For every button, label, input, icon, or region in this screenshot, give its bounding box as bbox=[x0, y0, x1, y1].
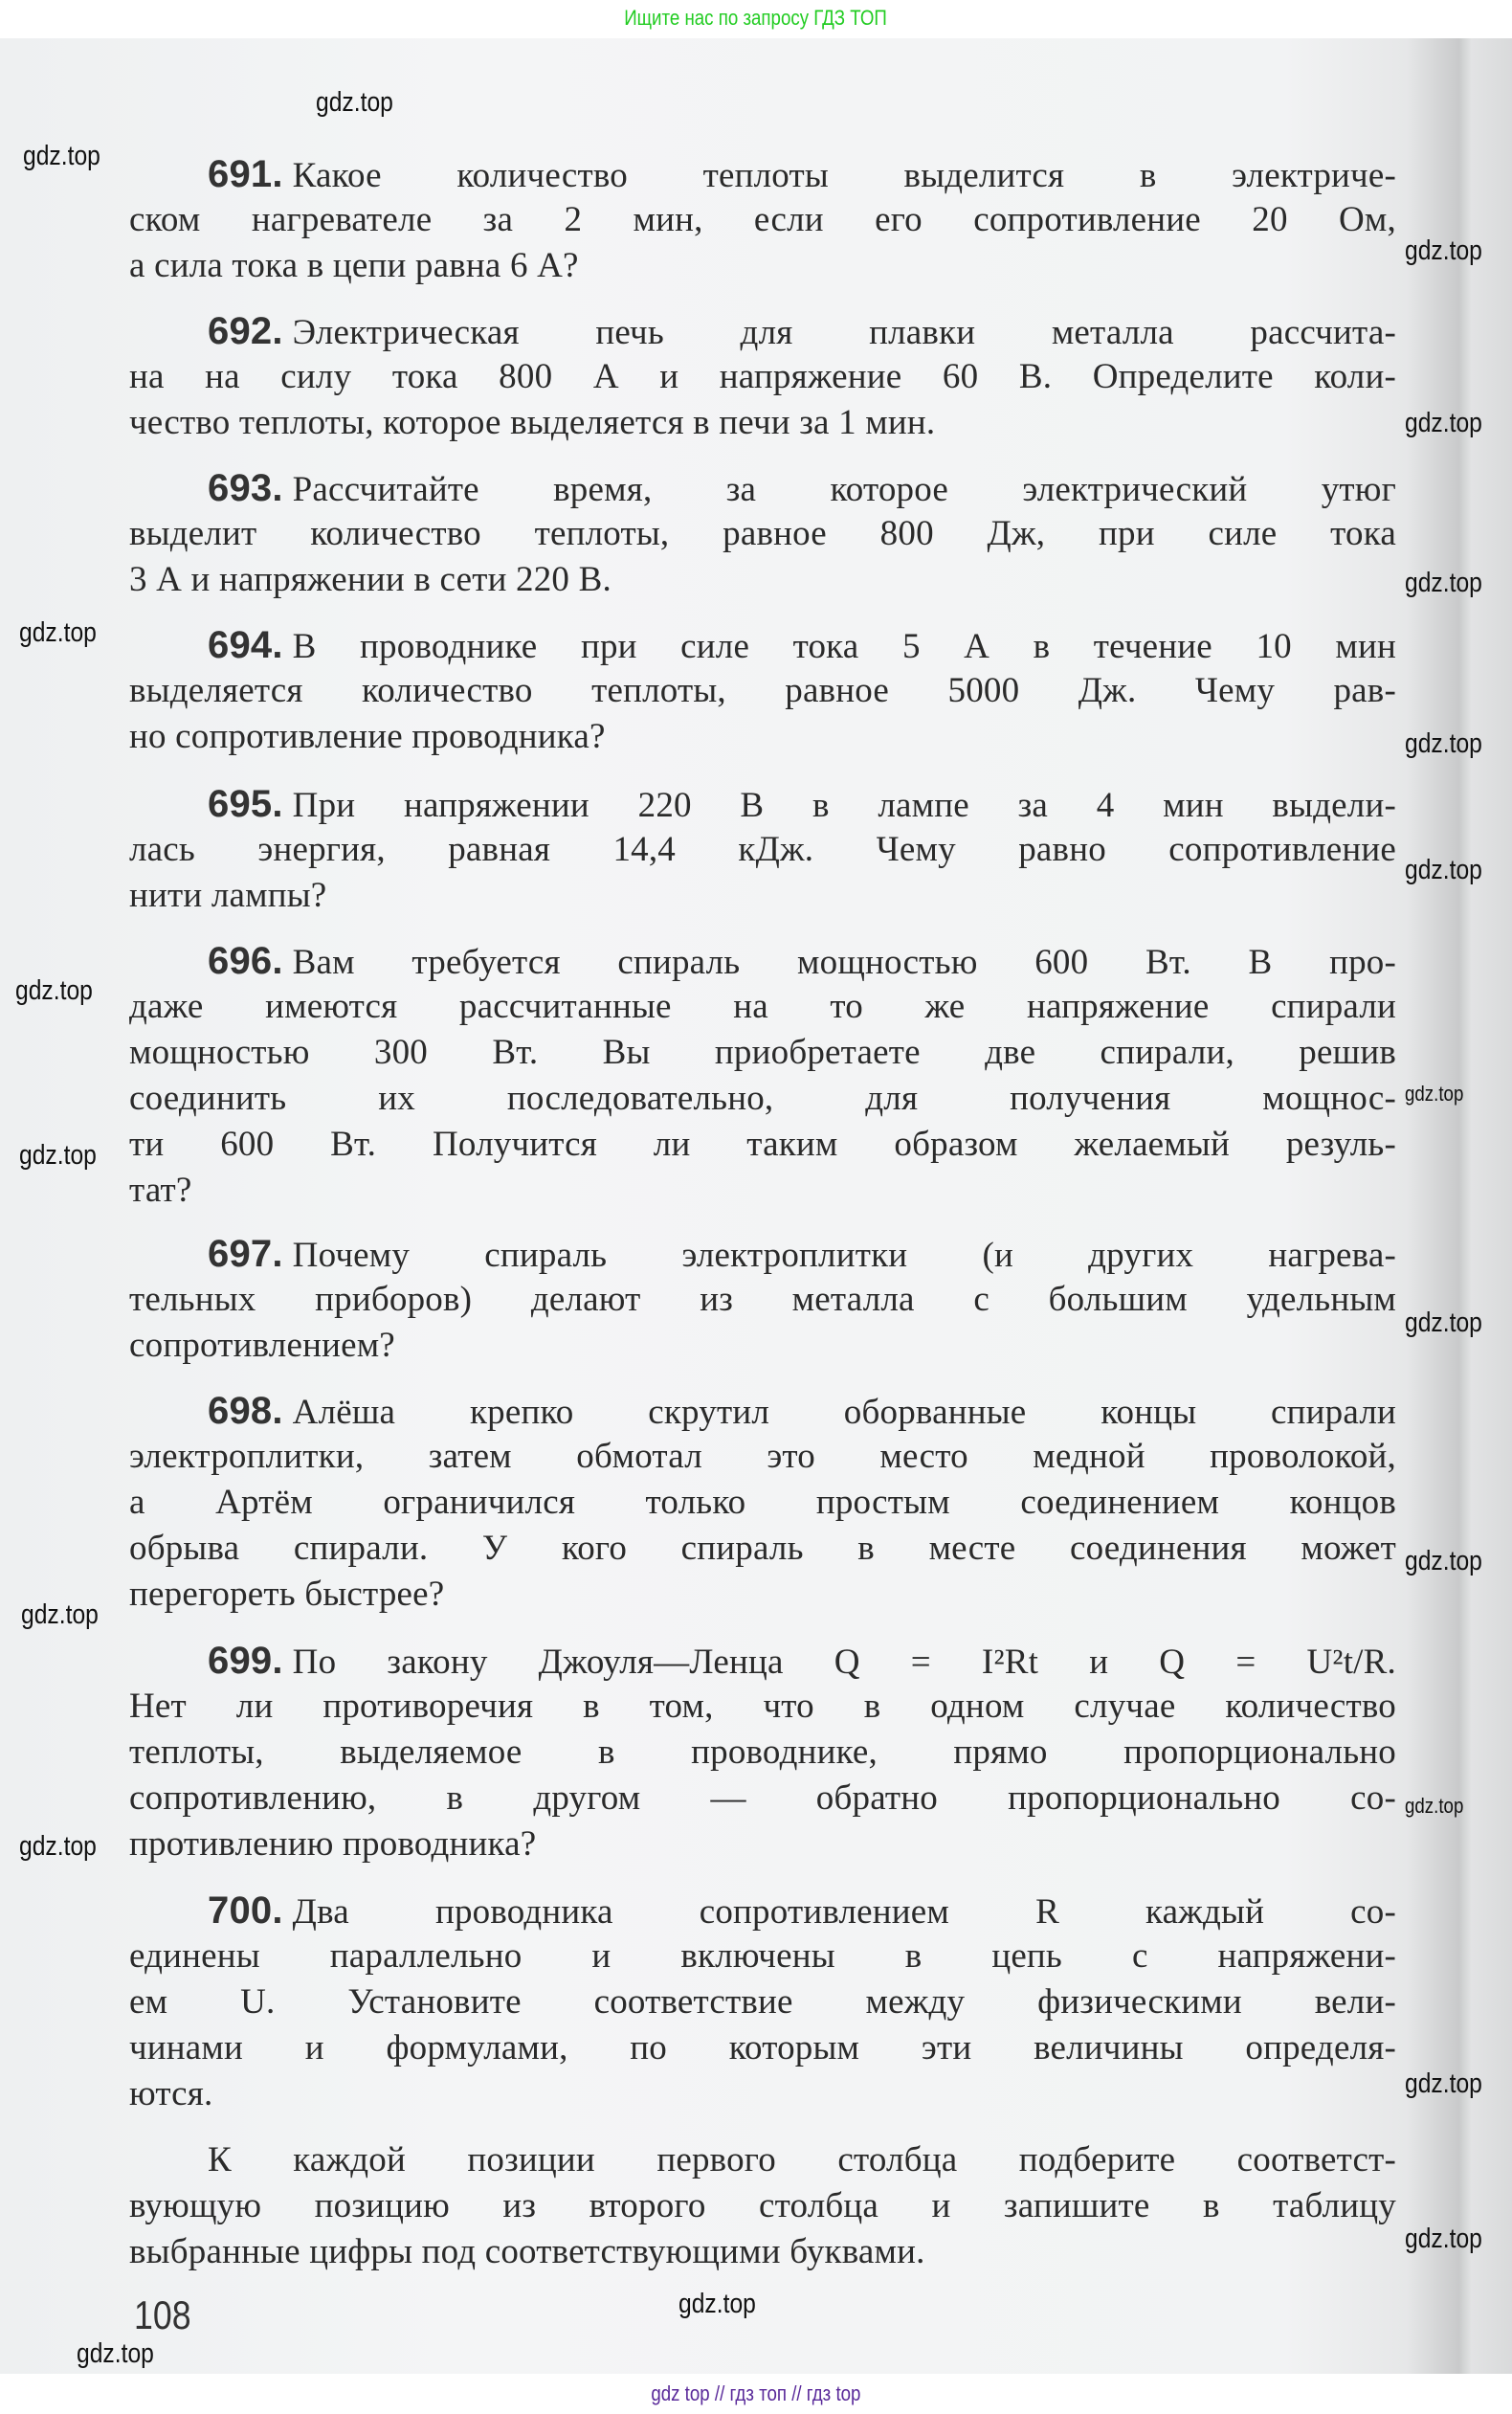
problem-text: а сила тока в цепи равна 6 А? bbox=[129, 246, 579, 285]
watermark-text: gdz.top bbox=[19, 1831, 97, 1862]
problem-number: 694. bbox=[208, 624, 283, 666]
bottom-banner bbox=[0, 2374, 1512, 2414]
problem-number: 700. bbox=[208, 1889, 283, 1932]
problem-text: Вам требуется спираль мощностью 600 Вт. В про- bbox=[292, 943, 1396, 982]
problem-first-line bbox=[208, 151, 1396, 197]
problem-number: 696. bbox=[208, 940, 283, 982]
watermark-text: gdz.top bbox=[1405, 1082, 1464, 1106]
problem-first-line bbox=[208, 1638, 1396, 1684]
problem-text: тат? bbox=[129, 1171, 192, 1210]
problem-text: лась энергия, равная 14,4 кДж. Чему равно сопротивление bbox=[129, 830, 1396, 869]
problem-line bbox=[129, 984, 1396, 1030]
problem-line bbox=[129, 1684, 1396, 1730]
problem-line bbox=[129, 1122, 1396, 1168]
problem-number: 695. bbox=[208, 783, 283, 825]
problem-text: нити лампы? bbox=[129, 876, 327, 915]
problem-line bbox=[129, 1480, 1396, 1526]
watermark-text: gdz.top bbox=[1405, 1546, 1482, 1576]
watermark-text: gdz.top bbox=[1405, 855, 1482, 885]
problem-text: ются. bbox=[129, 2074, 213, 2113]
problem-line bbox=[129, 714, 1396, 760]
watermark-text: gdz.top bbox=[1405, 2224, 1482, 2254]
problem-text: По закону Джоуля—Ленца Q = I²Rt и Q = U²t/R. bbox=[292, 1643, 1396, 1682]
watermark-text: gdz.top bbox=[1405, 235, 1482, 266]
problem-line bbox=[129, 1822, 1396, 1867]
problem-line bbox=[129, 557, 1396, 603]
problem-first-line bbox=[208, 1888, 1396, 1933]
problem-number: 698. bbox=[208, 1390, 283, 1432]
problem-line bbox=[129, 1434, 1396, 1480]
problem-text: обрыва спирали. У кого спираль в месте соединения может bbox=[129, 1529, 1396, 1568]
problem-text: ском нагревателе за 2 мин, если его сопротивление 20 Ом, bbox=[129, 200, 1396, 239]
problem-line bbox=[129, 2071, 1396, 2117]
watermark-text: gdz.top bbox=[1405, 2068, 1482, 2099]
problem-text: выбранные цифры под соответствующими буквами. bbox=[129, 2232, 925, 2271]
problem-line bbox=[129, 1979, 1396, 2025]
problem-first-line bbox=[208, 622, 1396, 668]
problem-text: электроплитки, затем обмотал это место медной проволокой, bbox=[129, 1437, 1396, 1476]
problem-text: на на силу тока 800 А и напряжение 60 В. Определите коли- bbox=[129, 357, 1396, 396]
watermark-text: gdz.top bbox=[1405, 568, 1482, 598]
problem-line bbox=[129, 1076, 1396, 1122]
problem-number: 692. bbox=[208, 310, 283, 352]
problem-text: 3 А и напряжении в сети 220 В. bbox=[129, 560, 611, 599]
problem-text: Алёша крепко скрутил оборванные концы спирали bbox=[292, 1393, 1396, 1432]
watermark-text: gdz.top bbox=[15, 975, 93, 1006]
problem-text: сопротивлению, в другом — обратно пропорционально со- bbox=[129, 1778, 1396, 1818]
watermark-text: gdz.top bbox=[678, 2289, 756, 2319]
problem-number: 699. bbox=[208, 1640, 283, 1682]
problem-line bbox=[129, 1323, 1396, 1369]
watermark-text: gdz.top bbox=[1405, 1794, 1464, 1818]
watermark-text: gdz.top bbox=[23, 141, 100, 171]
problem-line bbox=[129, 827, 1396, 873]
problem-text: единены параллельно и включены в цепь с напряжени- bbox=[129, 1936, 1396, 1976]
problem-text: противлению проводника? bbox=[129, 1824, 537, 1864]
problem-first-line bbox=[208, 1388, 1396, 1434]
problem-text: Почему спираль электроплитки (и других нагрева- bbox=[292, 1236, 1396, 1275]
problem-line bbox=[129, 2183, 1396, 2229]
problem-text: Два проводника сопротивлением R каждый со- bbox=[292, 1892, 1396, 1932]
watermark-text: gdz.top bbox=[316, 87, 393, 118]
problem-text: сопротивлением? bbox=[129, 1326, 395, 1365]
problem-line bbox=[129, 511, 1396, 557]
problem-line bbox=[129, 1572, 1396, 1618]
problem-line bbox=[129, 873, 1396, 919]
problem-line bbox=[129, 668, 1396, 714]
problem-text: Нет ли противоречия в том, что в одном случае количество bbox=[129, 1687, 1396, 1726]
problem-line bbox=[129, 1933, 1396, 1979]
problem-number: 691. bbox=[208, 153, 283, 195]
problem-text: даже имеются рассчитанные на то же напряжение спирали bbox=[129, 987, 1396, 1026]
problem-line bbox=[129, 1776, 1396, 1822]
problem-line bbox=[129, 400, 1396, 446]
problem-number: 697. bbox=[208, 1233, 283, 1275]
watermark-text: gdz.top bbox=[19, 617, 97, 648]
watermark-text: gdz.top bbox=[19, 1140, 97, 1171]
problem-text: ем U. Установите соответствие между физическими вели- bbox=[129, 1982, 1396, 2022]
problem-line bbox=[129, 1526, 1396, 1572]
problem-text: вующую позицию из второго столбца и запишите в таблицу bbox=[129, 2186, 1396, 2225]
problem-text: К каждой позиции первого столбца подберите соответст- bbox=[208, 2140, 1396, 2179]
footer-text: gdz top // гдз топ // гдз top bbox=[651, 2381, 861, 2405]
watermark-text: gdz.top bbox=[1405, 1308, 1482, 1338]
problem-text: чество теплоты, которое выделяется в печи за 1 мин. bbox=[129, 403, 936, 442]
top-banner bbox=[0, 0, 1512, 38]
problem-text: соединить их последовательно, для получения мощнос- bbox=[129, 1079, 1396, 1118]
problem-text: тельных приборов) делают из металла с большим удельным bbox=[129, 1280, 1396, 1319]
problem-line bbox=[129, 1030, 1396, 1076]
problem-line bbox=[129, 1730, 1396, 1776]
textbook-page bbox=[0, 38, 1512, 2374]
problem-first-line bbox=[208, 2137, 1396, 2183]
problem-text: В проводнике при силе тока 5 А в течение 10 мин bbox=[292, 627, 1396, 666]
problem-text: Какое количество теплоты выделится в электриче- bbox=[292, 156, 1396, 195]
watermark-text: gdz.top bbox=[77, 2338, 154, 2369]
page-number: 108 bbox=[134, 2292, 191, 2337]
problem-line bbox=[129, 354, 1396, 400]
problem-text: выделит количество теплоты, равное 800 Дж, при силе тока bbox=[129, 514, 1396, 553]
watermark-text: gdz.top bbox=[1405, 728, 1482, 759]
problem-line bbox=[129, 1168, 1396, 1214]
problem-text: перегореть быстрее? bbox=[129, 1575, 445, 1614]
problem-first-line bbox=[208, 308, 1396, 354]
problem-first-line bbox=[208, 1231, 1396, 1277]
problem-text: выделяется количество теплоты, равное 5000 Дж. Чему рав- bbox=[129, 671, 1396, 710]
problem-text: а Артём ограничился только простым соединением концов bbox=[129, 1483, 1396, 1522]
problem-line bbox=[129, 1277, 1396, 1323]
problem-line bbox=[129, 197, 1396, 243]
watermark-text: gdz.top bbox=[21, 1599, 99, 1630]
problem-first-line bbox=[208, 938, 1396, 984]
problem-line bbox=[129, 2229, 1396, 2275]
watermark-text: gdz.top bbox=[1405, 408, 1482, 438]
problem-first-line bbox=[208, 781, 1396, 827]
problem-text: ти 600 Вт. Получится ли таким образом желаемый резуль- bbox=[129, 1125, 1396, 1164]
problem-text: Рассчитайте время, за которое электрический утюг bbox=[292, 470, 1396, 509]
problem-number: 693. bbox=[208, 467, 283, 509]
problem-text: но сопротивление проводника? bbox=[129, 717, 606, 756]
problem-line bbox=[129, 243, 1396, 289]
problem-text: мощностью 300 Вт. Вы приобретаете две спирали, решив bbox=[129, 1033, 1396, 1072]
problem-first-line bbox=[208, 465, 1396, 511]
search-hint-text: Ищите нас по запросу ГДЗ ТОП bbox=[624, 6, 888, 30]
problem-line bbox=[129, 2025, 1396, 2071]
problem-text: теплоты, выделяемое в проводнике, прямо пропорционально bbox=[129, 1732, 1396, 1772]
problem-text: Электрическая печь для плавки металла рассчита- bbox=[292, 313, 1396, 352]
problem-text: При напряжении 220 В в лампе за 4 мин выдели- bbox=[292, 786, 1396, 825]
problem-text: чинами и формулами, по которым эти величины определя- bbox=[129, 2028, 1396, 2068]
